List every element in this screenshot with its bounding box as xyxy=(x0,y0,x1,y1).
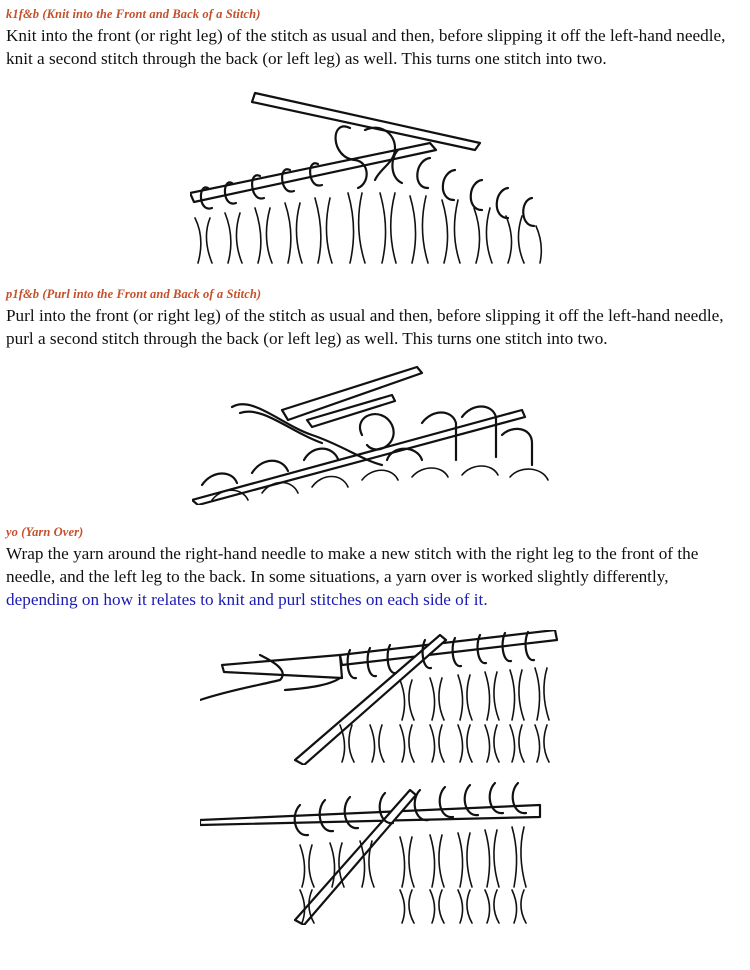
k1fb-illustration xyxy=(190,88,555,266)
section-body-text: Wrap the yarn around the right-hand needle to make a new stitch with the right leg to the front of the needle, and the left leg to the back. In some situations, a yarn over is worked slightly differently, xyxy=(6,544,699,586)
section-heading: yo (Yarn Over) xyxy=(6,525,84,539)
section-body: Knit into the front (or right leg) of the stitch as usual and then, before slipping it off the left-hand needle, knit a second stitch through the back (or left leg) as well. This turns one stitch into two. xyxy=(6,26,726,68)
p1fb-illustration xyxy=(192,365,557,505)
section-yo xyxy=(6,524,744,611)
section-p1fb xyxy=(6,286,744,350)
yo-illustration-2 xyxy=(200,775,560,925)
section-k1fb xyxy=(6,6,744,70)
yo-illustration-1 xyxy=(200,630,560,765)
section-heading: p1f&b (Purl into the Front and Back of a Stitch) xyxy=(6,287,262,301)
section-body: Purl into the front (or right leg) of the stitch as usual and then, before slipping it off the left-hand needle, purl a second stitch through the back (or left leg) as well. This turns one stitch into two. xyxy=(6,306,724,348)
stitch-context-link[interactable]: depending on how it relates to knit and purl stitches on each side of it. xyxy=(6,590,488,609)
section-heading: k1f&b (Knit into the Front and Back of a Stitch) xyxy=(6,7,261,21)
section-body xyxy=(6,542,744,611)
